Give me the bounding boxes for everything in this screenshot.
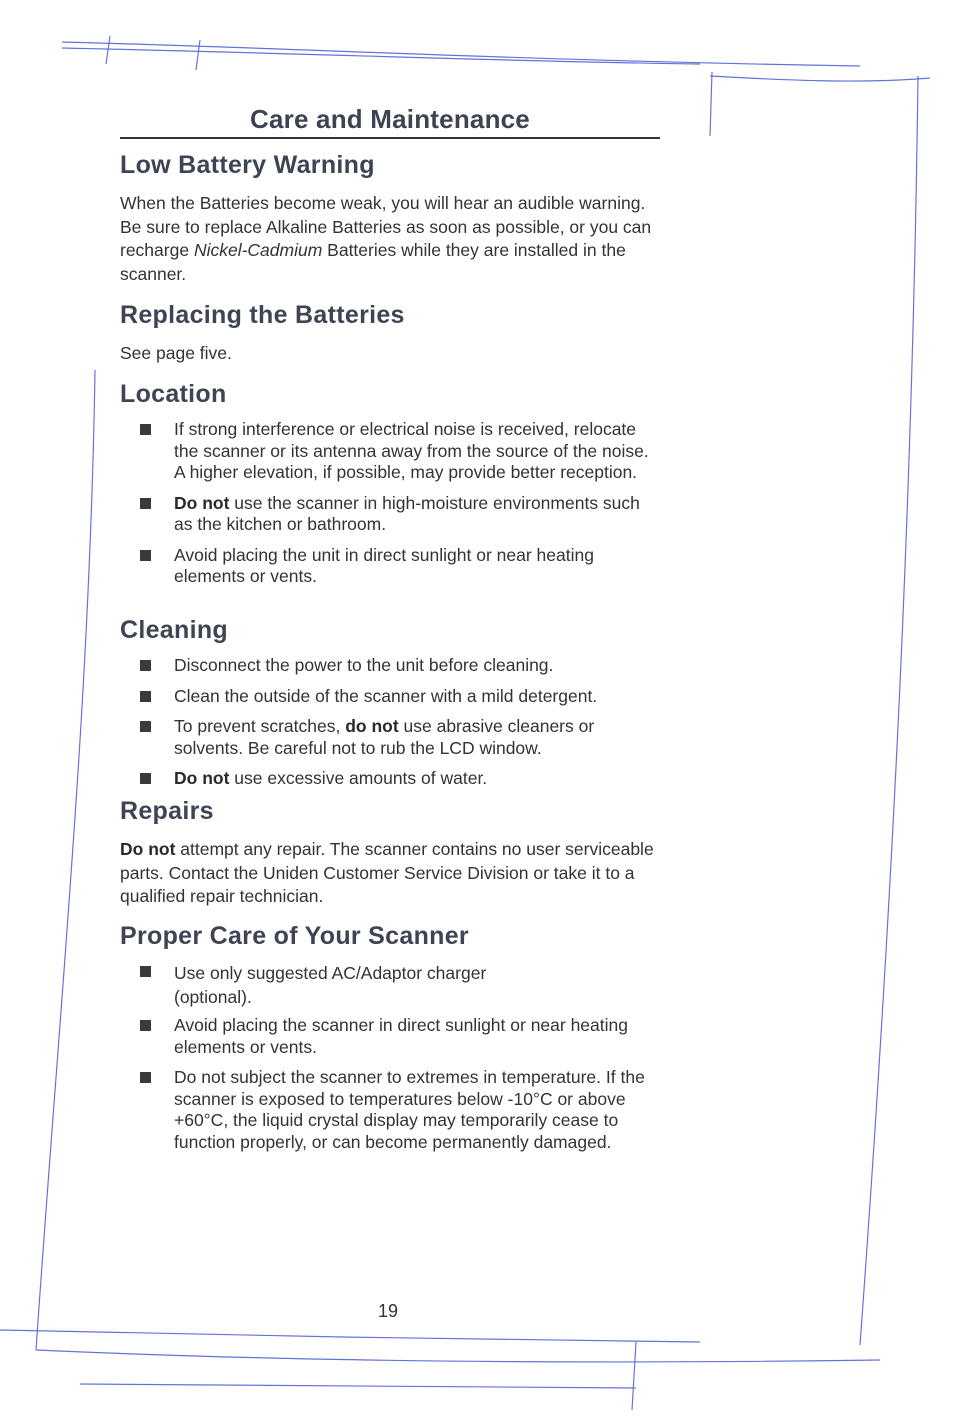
list-item: Disconnect the power to the unit before cleaning. bbox=[120, 655, 660, 677]
section-replacing bbox=[120, 301, 660, 366]
section-cleaning bbox=[120, 616, 660, 790]
bullet-icon bbox=[140, 773, 151, 784]
heading-low-battery: Low Battery Warning bbox=[120, 151, 375, 179]
list-item: Use only suggested AC/Adaptor charger (optional). bbox=[120, 961, 660, 1009]
page-content bbox=[120, 104, 660, 1152]
repairs-text: Do not attempt any repair. The scanner contains no user serviceable parts. Contact the Uniden Customer Service Division or take it to a qualified repair technician. bbox=[120, 839, 654, 906]
list-item: Clean the outside of the scanner with a mild detergent. bbox=[120, 686, 660, 708]
heading-cleaning: Cleaning bbox=[120, 616, 228, 644]
section-repairs bbox=[120, 797, 660, 909]
heading-proper-care: Proper Care of Your Scanner bbox=[120, 922, 469, 950]
heading-repairs: Repairs bbox=[120, 797, 214, 825]
replacing-text: See page five. bbox=[120, 343, 232, 363]
section-low-battery bbox=[120, 151, 660, 286]
bullet-icon bbox=[140, 424, 151, 435]
page-title: Care and Maintenance bbox=[120, 104, 660, 139]
bullet-icon bbox=[140, 966, 151, 977]
bullet-icon bbox=[140, 1020, 151, 1031]
bullet-icon bbox=[140, 721, 151, 732]
list-item: Avoid placing the unit in direct sunlight or near heating elements or vents. bbox=[120, 545, 660, 588]
bullet-icon bbox=[140, 660, 151, 671]
list-item: Do not subject the scanner to extremes in temperature. If the scanner is exposed to temperatures below -10°C or above +60°C, the liquid crystal display may temporarily cease to function properly, or can become permanently damaged. bbox=[120, 1067, 660, 1153]
low-battery-text: When the Batteries become weak, you will hear an audible warning. Be sure to replace Alkaline Batteries as soon as possible, or you can recharge Nickel-Cadmium Batteries while they are installed in the scanner. bbox=[120, 193, 652, 284]
bullet-icon bbox=[140, 1072, 151, 1083]
heading-location: Location bbox=[120, 380, 227, 408]
bullet-icon bbox=[140, 498, 151, 509]
section-location bbox=[120, 380, 660, 588]
bullet-icon bbox=[140, 691, 151, 702]
heading-replacing: Replacing the Batteries bbox=[120, 301, 405, 329]
list-item: Do not use the scanner in high-moisture environments such as the kitchen or bathroom. bbox=[120, 493, 660, 536]
section-proper-care bbox=[120, 922, 660, 1153]
list-item: If strong interference or electrical noise is received, relocate the scanner or its antenna away from the source of the noise. A higher elevation, if possible, may provide better reception. bbox=[120, 419, 660, 484]
bullet-icon bbox=[140, 550, 151, 561]
list-item: Avoid placing the scanner in direct sunlight or near heating elements or vents. bbox=[120, 1015, 660, 1058]
list-item: To prevent scratches, do not use abrasive cleaners or solvents. Be careful not to rub the LCD window. bbox=[120, 716, 660, 759]
list-item: Do not use excessive amounts of water. bbox=[120, 768, 660, 790]
page-number: 19 bbox=[378, 1301, 399, 1321]
